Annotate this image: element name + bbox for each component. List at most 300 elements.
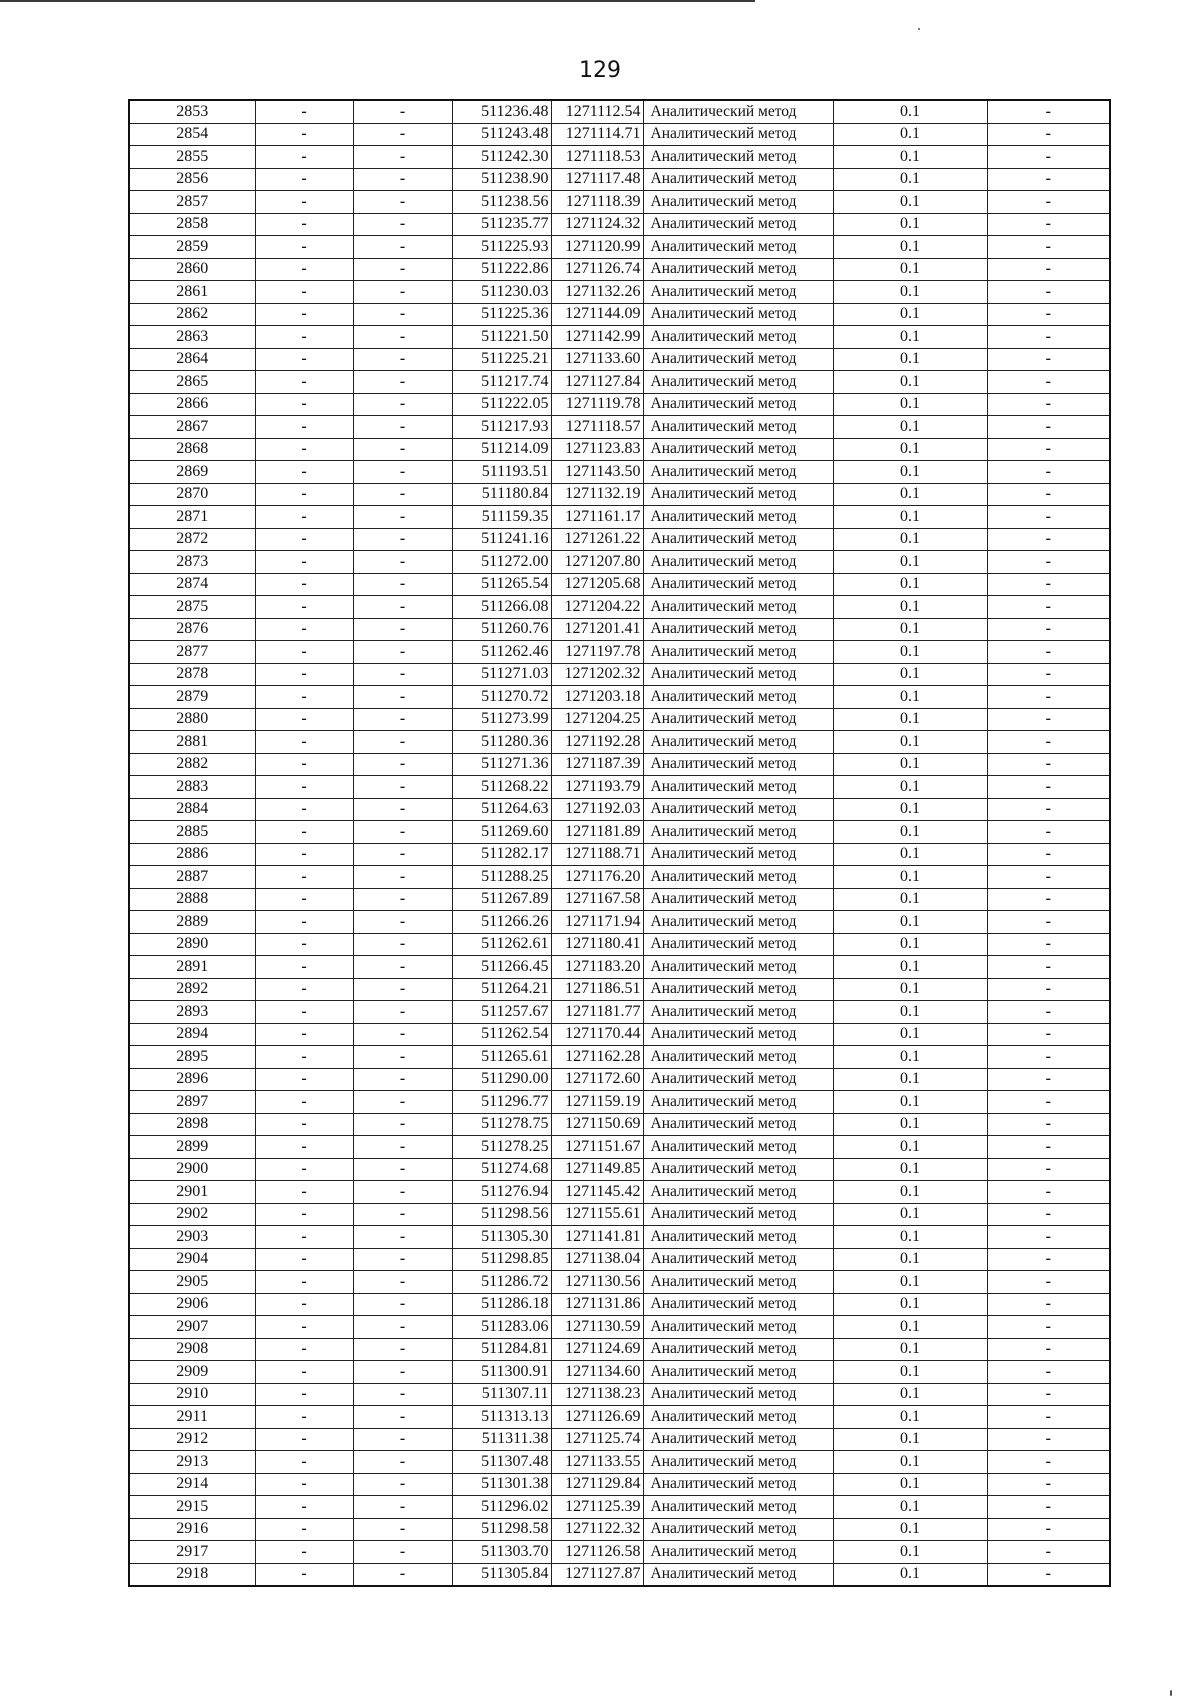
method-cell: Аналитический метод — [643, 708, 833, 731]
x-coordinate-cell: 511276.94 — [452, 1181, 551, 1204]
accuracy-cell: 0.1 — [833, 1316, 987, 1339]
method-cell: Аналитический метод — [643, 1046, 833, 1069]
point-number-cell: 2863 — [129, 326, 255, 349]
empty-cell: - — [255, 1226, 353, 1249]
empty-cell: - — [255, 551, 353, 574]
method-cell: Аналитический метод — [643, 371, 833, 394]
point-number-cell: 2879 — [129, 686, 255, 709]
accuracy-cell: 0.1 — [833, 168, 987, 191]
x-coordinate-cell: 511269.60 — [452, 821, 551, 844]
empty-cell: - — [255, 281, 353, 304]
table-row — [129, 1406, 1110, 1429]
table-row — [129, 348, 1110, 371]
method-cell: Аналитический метод — [643, 123, 833, 146]
accuracy-cell: 0.1 — [833, 798, 987, 821]
method-cell: Аналитический метод — [643, 1271, 833, 1294]
y-coordinate-cell: 1271187.39 — [551, 753, 643, 776]
method-cell: Аналитический метод — [643, 213, 833, 236]
empty-cell: - — [987, 798, 1110, 821]
table-row — [129, 1338, 1110, 1361]
table-row — [129, 1271, 1110, 1294]
empty-cell: - — [353, 663, 452, 686]
y-coordinate-cell: 1271119.78 — [551, 393, 643, 416]
point-number-cell: 2883 — [129, 776, 255, 799]
y-coordinate-cell: 1271180.41 — [551, 933, 643, 956]
empty-cell: - — [255, 1451, 353, 1474]
table-row — [129, 1541, 1110, 1564]
accuracy-cell: 0.1 — [833, 258, 987, 281]
table-row — [129, 1023, 1110, 1046]
x-coordinate-cell: 511307.48 — [452, 1451, 551, 1474]
accuracy-cell: 0.1 — [833, 686, 987, 709]
empty-cell: - — [353, 1113, 452, 1136]
x-coordinate-cell: 511235.77 — [452, 213, 551, 236]
empty-cell: - — [987, 1091, 1110, 1114]
empty-cell: - — [987, 371, 1110, 394]
empty-cell: - — [255, 348, 353, 371]
accuracy-cell: 0.1 — [833, 708, 987, 731]
empty-cell: - — [255, 528, 353, 551]
table-row — [129, 753, 1110, 776]
y-coordinate-cell: 1271126.58 — [551, 1541, 643, 1564]
empty-cell: - — [987, 686, 1110, 709]
point-number-cell: 2864 — [129, 348, 255, 371]
point-number-cell: 2856 — [129, 168, 255, 191]
accuracy-cell: 0.1 — [833, 1406, 987, 1429]
empty-cell: - — [353, 753, 452, 776]
empty-cell: - — [987, 618, 1110, 641]
table-row — [129, 933, 1110, 956]
method-cell: Аналитический метод — [643, 1428, 833, 1451]
method-cell: Аналитический метод — [643, 573, 833, 596]
y-coordinate-cell: 1271125.39 — [551, 1496, 643, 1519]
table-row — [129, 1091, 1110, 1114]
x-coordinate-cell: 511282.17 — [452, 843, 551, 866]
point-number-cell: 2865 — [129, 371, 255, 394]
table-row — [129, 708, 1110, 731]
point-number-cell: 2878 — [129, 663, 255, 686]
y-coordinate-cell: 1271132.19 — [551, 483, 643, 506]
method-cell: Аналитический метод — [643, 933, 833, 956]
point-number-cell: 2906 — [129, 1293, 255, 1316]
x-coordinate-cell: 511303.70 — [452, 1541, 551, 1564]
method-cell: Аналитический метод — [643, 843, 833, 866]
table-row — [129, 798, 1110, 821]
point-number-cell: 2892 — [129, 978, 255, 1001]
method-cell: Аналитический метод — [643, 303, 833, 326]
method-cell: Аналитический метод — [643, 1361, 833, 1384]
point-number-cell: 2877 — [129, 641, 255, 664]
empty-cell: - — [255, 191, 353, 214]
accuracy-cell: 0.1 — [833, 146, 987, 169]
x-coordinate-cell: 511214.09 — [452, 438, 551, 461]
empty-cell: - — [353, 100, 452, 123]
point-number-cell: 2895 — [129, 1046, 255, 1069]
empty-cell: - — [987, 1473, 1110, 1496]
method-cell: Аналитический метод — [643, 1338, 833, 1361]
method-cell: Аналитический метод — [643, 956, 833, 979]
method-cell: Аналитический метод — [643, 258, 833, 281]
table-row — [129, 978, 1110, 1001]
point-number-cell: 2888 — [129, 888, 255, 911]
x-coordinate-cell: 511243.48 — [452, 123, 551, 146]
empty-cell: - — [987, 821, 1110, 844]
point-number-cell: 2857 — [129, 191, 255, 214]
x-coordinate-cell: 511278.75 — [452, 1113, 551, 1136]
point-number-cell: 2913 — [129, 1451, 255, 1474]
empty-cell: - — [255, 798, 353, 821]
accuracy-cell: 0.1 — [833, 911, 987, 934]
accuracy-cell: 0.1 — [833, 1113, 987, 1136]
y-coordinate-cell: 1271159.19 — [551, 1091, 643, 1114]
empty-cell: - — [353, 551, 452, 574]
accuracy-cell: 0.1 — [833, 1541, 987, 1564]
empty-cell: - — [987, 1541, 1110, 1564]
accuracy-cell: 0.1 — [833, 1293, 987, 1316]
method-cell: Аналитический метод — [643, 888, 833, 911]
y-coordinate-cell: 1271122.32 — [551, 1518, 643, 1541]
method-cell: Аналитический метод — [643, 596, 833, 619]
empty-cell: - — [987, 303, 1110, 326]
empty-cell: - — [353, 1316, 452, 1339]
table-row — [129, 686, 1110, 709]
y-coordinate-cell: 1271151.67 — [551, 1136, 643, 1159]
accuracy-cell: 0.1 — [833, 776, 987, 799]
empty-cell: - — [353, 933, 452, 956]
y-coordinate-cell: 1271197.78 — [551, 641, 643, 664]
y-coordinate-cell: 1271201.41 — [551, 618, 643, 641]
point-number-cell: 2876 — [129, 618, 255, 641]
table-row — [129, 416, 1110, 439]
table-row — [129, 866, 1110, 889]
y-coordinate-cell: 1271204.22 — [551, 596, 643, 619]
empty-cell: - — [255, 1113, 353, 1136]
point-number-cell: 2907 — [129, 1316, 255, 1339]
y-coordinate-cell: 1271161.17 — [551, 506, 643, 529]
empty-cell: - — [987, 1518, 1110, 1541]
table-row — [129, 213, 1110, 236]
empty-cell: - — [987, 1203, 1110, 1226]
point-number-cell: 2855 — [129, 146, 255, 169]
y-coordinate-cell: 1271127.87 — [551, 1563, 643, 1586]
empty-cell: - — [255, 753, 353, 776]
accuracy-cell: 0.1 — [833, 753, 987, 776]
accuracy-cell: 0.1 — [833, 821, 987, 844]
method-cell: Аналитический метод — [643, 236, 833, 259]
method-cell: Аналитический метод — [643, 1406, 833, 1429]
empty-cell: - — [255, 1428, 353, 1451]
method-cell: Аналитический метод — [643, 663, 833, 686]
empty-cell: - — [353, 911, 452, 934]
y-coordinate-cell: 1271112.54 — [551, 100, 643, 123]
empty-cell: - — [255, 1271, 353, 1294]
empty-cell: - — [255, 1361, 353, 1384]
method-cell: Аналитический метод — [643, 506, 833, 529]
x-coordinate-cell: 511278.25 — [452, 1136, 551, 1159]
x-coordinate-cell: 511262.46 — [452, 641, 551, 664]
empty-cell: - — [353, 956, 452, 979]
accuracy-cell: 0.1 — [833, 1563, 987, 1586]
table-row — [129, 641, 1110, 664]
empty-cell: - — [353, 843, 452, 866]
y-coordinate-cell: 1271183.20 — [551, 956, 643, 979]
point-number-cell: 2905 — [129, 1271, 255, 1294]
table-row — [129, 483, 1110, 506]
empty-cell: - — [255, 1248, 353, 1271]
y-coordinate-cell: 1271193.79 — [551, 776, 643, 799]
empty-cell: - — [255, 641, 353, 664]
table-row — [129, 551, 1110, 574]
empty-cell: - — [255, 933, 353, 956]
method-cell: Аналитический метод — [643, 326, 833, 349]
method-cell: Аналитический метод — [643, 978, 833, 1001]
point-number-cell: 2881 — [129, 731, 255, 754]
empty-cell: - — [353, 1361, 452, 1384]
x-coordinate-cell: 511280.36 — [452, 731, 551, 754]
empty-cell: - — [353, 1181, 452, 1204]
table-row — [129, 168, 1110, 191]
point-number-cell: 2870 — [129, 483, 255, 506]
empty-cell: - — [255, 1001, 353, 1024]
x-coordinate-cell: 511273.99 — [452, 708, 551, 731]
accuracy-cell: 0.1 — [833, 1001, 987, 1024]
x-coordinate-cell: 511305.84 — [452, 1563, 551, 1586]
method-cell: Аналитический метод — [643, 1226, 833, 1249]
accuracy-cell: 0.1 — [833, 618, 987, 641]
point-number-cell: 2872 — [129, 528, 255, 551]
y-coordinate-cell: 1271134.60 — [551, 1361, 643, 1384]
empty-cell: - — [987, 1226, 1110, 1249]
x-coordinate-cell: 511159.35 — [452, 506, 551, 529]
table-row — [129, 956, 1110, 979]
empty-cell: - — [353, 776, 452, 799]
point-number-cell: 2869 — [129, 461, 255, 484]
accuracy-cell: 0.1 — [833, 1361, 987, 1384]
y-coordinate-cell: 1271138.23 — [551, 1383, 643, 1406]
method-cell: Аналитический метод — [643, 100, 833, 123]
empty-cell: - — [353, 1001, 452, 1024]
accuracy-cell: 0.1 — [833, 1181, 987, 1204]
empty-cell: - — [353, 686, 452, 709]
table-row — [129, 1518, 1110, 1541]
table-row — [129, 596, 1110, 619]
empty-cell: - — [987, 416, 1110, 439]
x-coordinate-cell: 511264.21 — [452, 978, 551, 1001]
x-coordinate-cell: 511265.54 — [452, 573, 551, 596]
empty-cell: - — [353, 573, 452, 596]
empty-cell: - — [987, 483, 1110, 506]
point-number-cell: 2875 — [129, 596, 255, 619]
method-cell: Аналитический метод — [643, 821, 833, 844]
empty-cell: - — [987, 843, 1110, 866]
empty-cell: - — [987, 1271, 1110, 1294]
point-number-cell: 2902 — [129, 1203, 255, 1226]
y-coordinate-cell: 1271133.60 — [551, 348, 643, 371]
y-coordinate-cell: 1271203.18 — [551, 686, 643, 709]
x-coordinate-cell: 511225.36 — [452, 303, 551, 326]
y-coordinate-cell: 1271124.32 — [551, 213, 643, 236]
empty-cell: - — [987, 641, 1110, 664]
y-coordinate-cell: 1271118.39 — [551, 191, 643, 214]
method-cell: Аналитический метод — [643, 1563, 833, 1586]
empty-cell: - — [255, 956, 353, 979]
y-coordinate-cell: 1271204.25 — [551, 708, 643, 731]
empty-cell: - — [987, 1068, 1110, 1091]
y-coordinate-cell: 1271167.58 — [551, 888, 643, 911]
x-coordinate-cell: 511288.25 — [452, 866, 551, 889]
empty-cell: - — [255, 1046, 353, 1069]
x-coordinate-cell: 511257.67 — [452, 1001, 551, 1024]
accuracy-cell: 0.1 — [833, 573, 987, 596]
empty-cell: - — [353, 1136, 452, 1159]
empty-cell: - — [255, 596, 353, 619]
x-coordinate-cell: 511266.45 — [452, 956, 551, 979]
x-coordinate-cell: 511271.36 — [452, 753, 551, 776]
y-coordinate-cell: 1271176.20 — [551, 866, 643, 889]
empty-cell: - — [353, 618, 452, 641]
method-cell: Аналитический метод — [643, 1518, 833, 1541]
accuracy-cell: 0.1 — [833, 1473, 987, 1496]
empty-cell: - — [987, 663, 1110, 686]
table-row — [129, 1068, 1110, 1091]
point-number-cell: 2891 — [129, 956, 255, 979]
empty-cell: - — [353, 1248, 452, 1271]
point-number-cell: 2909 — [129, 1361, 255, 1384]
y-coordinate-cell: 1271202.32 — [551, 663, 643, 686]
method-cell: Аналитический метод — [643, 1451, 833, 1474]
empty-cell: - — [353, 1473, 452, 1496]
empty-cell: - — [255, 708, 353, 731]
x-coordinate-cell: 511266.08 — [452, 596, 551, 619]
x-coordinate-cell: 511262.61 — [452, 933, 551, 956]
empty-cell: - — [987, 1361, 1110, 1384]
empty-cell: - — [255, 1473, 353, 1496]
x-coordinate-cell: 511225.93 — [452, 236, 551, 259]
y-coordinate-cell: 1271192.28 — [551, 731, 643, 754]
empty-cell: - — [255, 168, 353, 191]
x-coordinate-cell: 511270.72 — [452, 686, 551, 709]
empty-cell: - — [987, 1383, 1110, 1406]
table-row — [129, 731, 1110, 754]
table-row — [129, 123, 1110, 146]
x-coordinate-cell: 511242.30 — [452, 146, 551, 169]
accuracy-cell: 0.1 — [833, 1248, 987, 1271]
table-row — [129, 1046, 1110, 1069]
table-row — [129, 438, 1110, 461]
x-coordinate-cell: 511301.38 — [452, 1473, 551, 1496]
table-row — [129, 393, 1110, 416]
y-coordinate-cell: 1271120.99 — [551, 236, 643, 259]
point-number-cell: 2896 — [129, 1068, 255, 1091]
empty-cell: - — [353, 371, 452, 394]
table-row — [129, 1113, 1110, 1136]
table-row — [129, 1293, 1110, 1316]
method-cell: Аналитический метод — [643, 1203, 833, 1226]
x-coordinate-cell: 511266.26 — [452, 911, 551, 934]
empty-cell: - — [255, 573, 353, 596]
x-coordinate-cell: 511262.54 — [452, 1023, 551, 1046]
x-coordinate-cell: 511217.74 — [452, 371, 551, 394]
table-row — [129, 506, 1110, 529]
table-row — [129, 1248, 1110, 1271]
point-number-cell: 2866 — [129, 393, 255, 416]
accuracy-cell: 0.1 — [833, 236, 987, 259]
empty-cell: - — [255, 1406, 353, 1429]
empty-cell: - — [987, 1046, 1110, 1069]
y-coordinate-cell: 1271142.99 — [551, 326, 643, 349]
empty-cell: - — [353, 506, 452, 529]
accuracy-cell: 0.1 — [833, 528, 987, 551]
empty-cell: - — [255, 888, 353, 911]
point-number-cell: 2882 — [129, 753, 255, 776]
point-number-cell: 2911 — [129, 1406, 255, 1429]
point-number-cell: 2868 — [129, 438, 255, 461]
empty-cell: - — [987, 1451, 1110, 1474]
empty-cell: - — [255, 1518, 353, 1541]
y-coordinate-cell: 1271150.69 — [551, 1113, 643, 1136]
y-coordinate-cell: 1271127.84 — [551, 371, 643, 394]
empty-cell: - — [353, 348, 452, 371]
empty-cell: - — [987, 911, 1110, 934]
empty-cell: - — [987, 708, 1110, 731]
empty-cell: - — [255, 911, 353, 934]
empty-cell: - — [255, 1338, 353, 1361]
empty-cell: - — [987, 731, 1110, 754]
table-row — [129, 100, 1110, 123]
accuracy-cell: 0.1 — [833, 1136, 987, 1159]
empty-cell: - — [987, 438, 1110, 461]
point-number-cell: 2862 — [129, 303, 255, 326]
accuracy-cell: 0.1 — [833, 1023, 987, 1046]
x-coordinate-cell: 511225.21 — [452, 348, 551, 371]
page-number: 129 — [579, 58, 621, 83]
y-coordinate-cell: 1271131.86 — [551, 1293, 643, 1316]
method-cell: Аналитический метод — [643, 686, 833, 709]
point-number-cell: 2861 — [129, 281, 255, 304]
x-coordinate-cell: 511313.13 — [452, 1406, 551, 1429]
point-number-cell: 2901 — [129, 1181, 255, 1204]
x-coordinate-cell: 511300.91 — [452, 1361, 551, 1384]
method-cell: Аналитический метод — [643, 776, 833, 799]
empty-cell: - — [353, 461, 452, 484]
table-row — [129, 1158, 1110, 1181]
point-number-cell: 2880 — [129, 708, 255, 731]
y-coordinate-cell: 1271192.03 — [551, 798, 643, 821]
empty-cell: - — [987, 1113, 1110, 1136]
y-coordinate-cell: 1271130.56 — [551, 1271, 643, 1294]
x-coordinate-cell: 511265.61 — [452, 1046, 551, 1069]
y-coordinate-cell: 1271141.81 — [551, 1226, 643, 1249]
table-row — [129, 1428, 1110, 1451]
point-number-cell: 2897 — [129, 1091, 255, 1114]
x-coordinate-cell: 511193.51 — [452, 461, 551, 484]
x-coordinate-cell: 511274.68 — [452, 1158, 551, 1181]
scan-speck — [1170, 1690, 1172, 1696]
accuracy-cell: 0.1 — [833, 483, 987, 506]
y-coordinate-cell: 1271117.48 — [551, 168, 643, 191]
table-row — [129, 236, 1110, 259]
empty-cell: - — [353, 1406, 452, 1429]
table-row — [129, 1451, 1110, 1474]
point-number-cell: 2853 — [129, 100, 255, 123]
accuracy-cell: 0.1 — [833, 1158, 987, 1181]
empty-cell: - — [255, 1023, 353, 1046]
x-coordinate-cell: 511286.72 — [452, 1271, 551, 1294]
y-coordinate-cell: 1271205.68 — [551, 573, 643, 596]
point-number-cell: 2893 — [129, 1001, 255, 1024]
table-row — [129, 461, 1110, 484]
empty-cell: - — [255, 1068, 353, 1091]
